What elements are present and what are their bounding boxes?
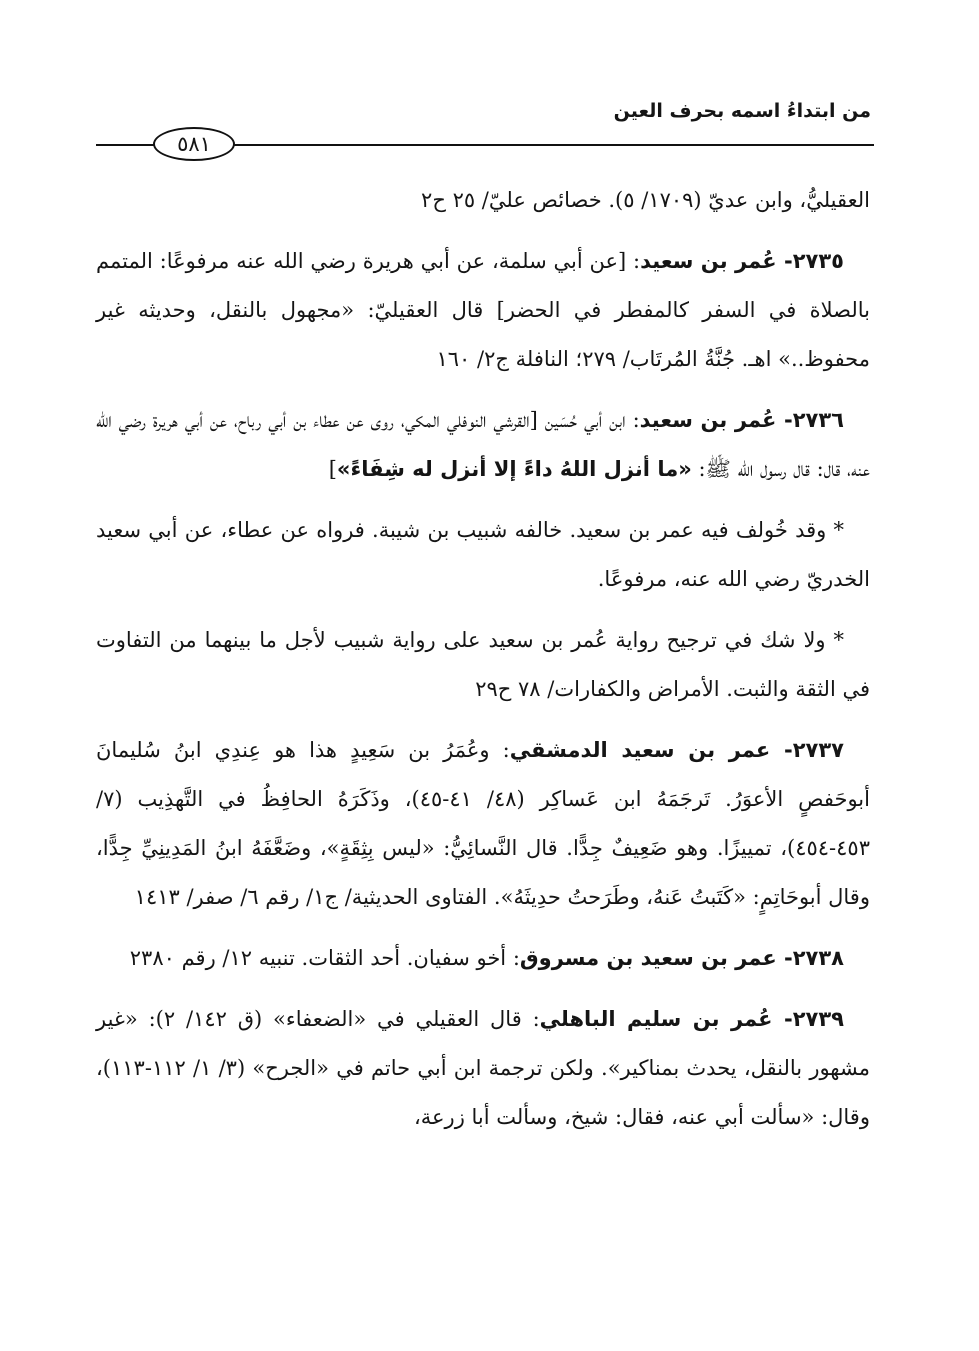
note-text: * ولا شك في ترجيح رواية عُمر بن سعيد على رواية شبيب لأجل ما بينهما من التفاوت في الثقة والثبت. الأمراض والكفارات/ ٧٨ ح٢٩ xyxy=(96,628,870,701)
note-paragraph xyxy=(96,616,870,714)
entry-text: : أخو سفيان. أحد الثقات. تنبيه ١٢/ رقم ٢٣٨٠ xyxy=(129,946,520,970)
entry-2736 xyxy=(96,396,870,494)
entry-text: العقيليُّ، وابن عديّ (١٧٠٩/ ٥). خصائص عليّ/ ٢٥ ح٢ xyxy=(421,188,870,212)
entry-2735 xyxy=(96,237,870,384)
entry-number: ٢٧٣٧- xyxy=(770,738,845,762)
entry-number: ٢٧٣٥- xyxy=(776,249,845,273)
entry-name: عُمر بن سعيد xyxy=(639,408,777,432)
entry-text: : قال العقيلي في «الضعفاء» (ق ١٤٢/ ٢): «غير مشهور بالنقل، يحدث بمناكير». ولكن ترجمة ابن أبي حاتم في «الجرح» (٣/ ١/ ١١٢-١١٣)، وقال: «سألت أبي عنه، فقال: شيخ، وسألت أبا زرعة، xyxy=(96,1007,870,1129)
entry-name: عمر بن سعيد الدمشقي xyxy=(509,738,771,762)
entry-number: ٢٧٣٨- xyxy=(776,946,844,970)
page-body xyxy=(96,176,870,1154)
entry-2738 xyxy=(96,934,870,983)
entry-number: ٢٧٣٩- xyxy=(772,1007,844,1031)
entry-name: عُمر بن سليم الباهلي xyxy=(539,1007,773,1031)
hadith-quote: «ما أنزل اللهُ داءً إلا أنزل له شِفَاءً» xyxy=(336,457,692,481)
entry-continuation xyxy=(96,176,870,225)
note-text: * وقد خُولف فيه عمر بن سعيد. خالفه شبيب بن شيبة. فرواه عن عطاء، عن أبي سعيد الخدريّ رضي الله عنه، مرفوعًا. xyxy=(96,518,870,591)
entry-2737 xyxy=(96,726,870,922)
page-number: ٥٨١ xyxy=(153,127,235,161)
entry-text: : وعُمَرُ بن سَعِيدٍ هذا هو عِندِي ابنُ سُليمانَ أبوحَفصٍ الأعوَرُ. تَرجَمَهُ ابن عَساكِر (٤٨/ ٤١-٤٥)، وذَكَرَهُ الحافِظُ في التَّهذِيب (٧/ ٤٥٣-٤٥٤)، تمييزًا. وهو ضَعِيفٌ جِدًّا. قال النَّسائِيُّ: «ليس بِثِقَةٍ»، وضَعَّفَهُ ابنُ المَدِينِيِّ جِدًّا، وقال أبوحَاتِمٍ: «كَتَبتُ عَنهُ، وطَرَحتُ حدِيثَهُ». الفتاوى الحديثية/ ج١/ رقم ٦/ صفر/ ١٤١٣ xyxy=(96,738,870,909)
entry-text: : ابن أبي حُسَين [القرشي النوفلي المكي، روى عن عطاء بن أبي رباح، عن أبي هريرة رضي الله عنه، قال: قال رسول الله ﷺ: xyxy=(96,408,870,481)
entry-tail: ] xyxy=(328,457,337,481)
entry-name: عمر بن سعيد بن مسروق xyxy=(519,946,777,970)
entry-text: : [عن أبي سلمة، عن أبي هريرة رضي الله عنه مرفوعًا: المتمم بالصلاة في السفر كالمفطر في الحضر] قال العقيليّ: «مجهول بالنقل، وحديثه غير محفوظ..» اهـ. جُنَّةُ المُرتَاب/ ٢٧٩؛ النافلة ج٢/ ١٦٠ xyxy=(96,249,870,371)
entry-number: ٢٧٣٦- xyxy=(776,408,844,432)
entry-2739 xyxy=(96,995,870,1142)
note-paragraph xyxy=(96,506,870,604)
running-head: من ابتداءُ اسمه بحرف العين xyxy=(613,100,871,122)
entry-name: عُمر بن سعيد xyxy=(640,249,777,273)
